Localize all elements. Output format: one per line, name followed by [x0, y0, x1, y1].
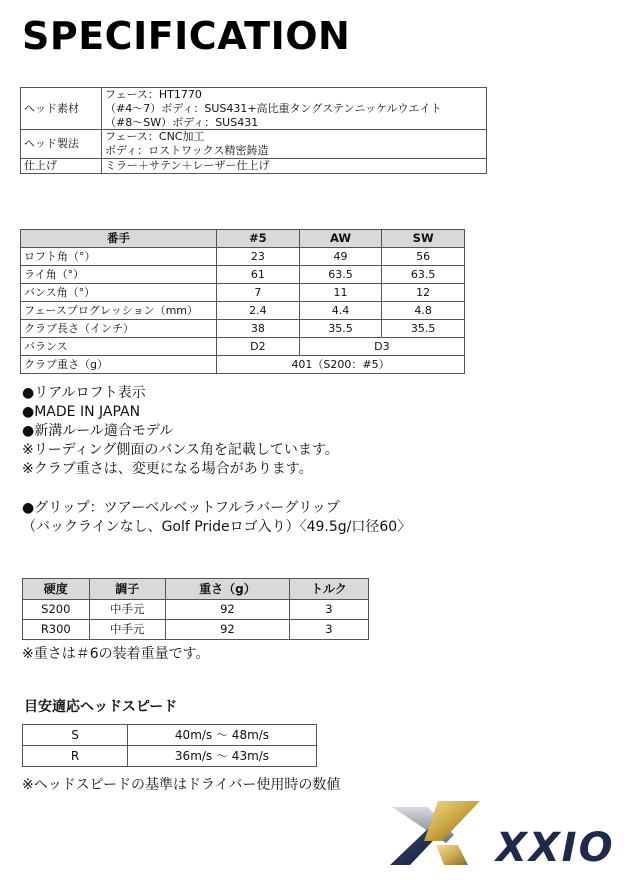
spec-row-label: バンス角（°） [21, 284, 217, 302]
head-speed-flex: R [23, 746, 128, 767]
spec-cell: 56 [382, 248, 465, 266]
shaft-cell: 92 [165, 600, 289, 620]
xxio-wordmark: XXIO [496, 825, 615, 870]
spec-row-label: クラブ長さ（インチ） [21, 320, 217, 338]
spec-row-label: ロフト角（°） [21, 248, 217, 266]
material-line: フェース：HT1770 [105, 88, 202, 101]
spec-row [21, 320, 465, 338]
spec-header-cell: AW [299, 230, 382, 248]
material-row [21, 88, 487, 130]
spec-cell: 63.5 [382, 266, 465, 284]
shaft-cell: 中手元 [89, 620, 165, 640]
material-label: 仕上げ [21, 158, 102, 173]
head-speed-row [23, 746, 317, 767]
spec-row-label: クラブ重さ（g） [21, 356, 217, 374]
note-line: ●新溝ルール適合モデル [22, 423, 174, 439]
material-value [102, 88, 487, 130]
spec-cell: 2.4 [217, 302, 300, 320]
shaft-cell: R300 [23, 620, 90, 640]
material-line: フェース：CNC加工 [105, 130, 205, 144]
spec-cell: 63.5 [299, 266, 382, 284]
spec-row-label: フェースプログレッション（mm） [21, 302, 217, 320]
material-line: （#4〜7）ボディ：SUS431+高比重タングステンニッケルウエイト [105, 101, 442, 115]
material-value [102, 158, 487, 173]
spec-cell: 35.5 [299, 320, 382, 338]
spec-cell: 12 [382, 284, 465, 302]
head-speed-note: ※ヘッドスピードの基準はドライバー使用時の数値 [22, 777, 341, 793]
spec-row-weight [21, 356, 465, 374]
material-row [21, 130, 487, 159]
note-line: ※クラブ重さは、変更になる場合があります。 [22, 461, 313, 477]
spec-row [21, 266, 465, 284]
feature-notes [22, 384, 339, 479]
xxio-x-logo-icon [388, 795, 628, 870]
head-material-table [20, 87, 487, 174]
material-label: ヘッド製法 [21, 130, 102, 159]
spec-row [21, 284, 465, 302]
spec-cell: 38 [217, 320, 300, 338]
spec-header-cell: 番手 [21, 230, 217, 248]
spec-header-cell: SW [382, 230, 465, 248]
spec-cell: D2 [217, 338, 300, 356]
shaft-note: ※重さは＃6の装着重量です。 [22, 646, 210, 662]
shaft-cell: 3 [289, 620, 368, 640]
spec-cell: 4.8 [382, 302, 465, 320]
material-row [21, 158, 487, 173]
spec-cell: 4.4 [299, 302, 382, 320]
head-speed-table [22, 724, 317, 767]
note-line: （バックラインなし、Golf Prideロゴ入り）〈49.5g/口径60〉 [22, 519, 412, 535]
material-line: ボディ：ロストワックス精密鋳造 [105, 144, 269, 157]
spec-cell: 49 [299, 248, 382, 266]
spec-cell: 23 [217, 248, 300, 266]
note-line: ※リーディング側面のバンス角を記載しています。 [22, 442, 339, 458]
head-speed-range: 36m/s 〜 43m/s [128, 746, 317, 767]
note-line: ●MADE IN JAPAN [22, 404, 141, 420]
shaft-cell: 92 [165, 620, 289, 640]
shaft-cell: 3 [289, 600, 368, 620]
shaft-row [23, 600, 369, 620]
shaft-header-row [23, 579, 369, 600]
spec-row-balance [21, 338, 465, 356]
spec-cell: 7 [217, 284, 300, 302]
page-title: SPECIFICATION [22, 14, 351, 58]
material-line: ミラー＋サテン＋レーザー仕上げ [105, 158, 270, 172]
material-value [102, 130, 487, 159]
spec-cell: D3 [299, 338, 464, 356]
shaft-header-cell: 硬度 [23, 579, 90, 600]
note-line: ●グリップ：ツアーベルベットフルラバーグリップ [22, 500, 340, 516]
shaft-header-cell: 調子 [89, 579, 165, 600]
spec-table [20, 229, 465, 374]
head-speed-row [23, 725, 317, 746]
head-speed-range: 40m/s 〜 48m/s [128, 725, 317, 746]
spec-row-label: バランス [21, 338, 217, 356]
material-line: （#8〜SW）ボディ：SUS431 [105, 115, 259, 129]
head-speed-flex: S [23, 725, 128, 746]
material-label: ヘッド素材 [21, 88, 102, 130]
spec-row [21, 248, 465, 266]
shaft-header-cell: 重さ（g） [165, 579, 289, 600]
spec-cell: 401（S200：#5） [217, 356, 465, 374]
shaft-header-cell: トルク [289, 579, 368, 600]
spec-cell: 11 [299, 284, 382, 302]
spec-cell: 35.5 [382, 320, 465, 338]
spec-header-cell: #5 [217, 230, 300, 248]
shaft-table [22, 578, 369, 640]
spec-header-row [21, 230, 465, 248]
spec-row-label: ライ角（°） [21, 266, 217, 284]
spec-cell: 61 [217, 266, 300, 284]
head-speed-title: 目安適応ヘッドスピード [24, 699, 178, 715]
shaft-row [23, 620, 369, 640]
spec-row [21, 302, 465, 320]
grip-notes [22, 499, 411, 537]
shaft-cell: S200 [23, 600, 90, 620]
shaft-cell: 中手元 [89, 600, 165, 620]
note-line: ●リアルロフト表示 [22, 385, 146, 401]
